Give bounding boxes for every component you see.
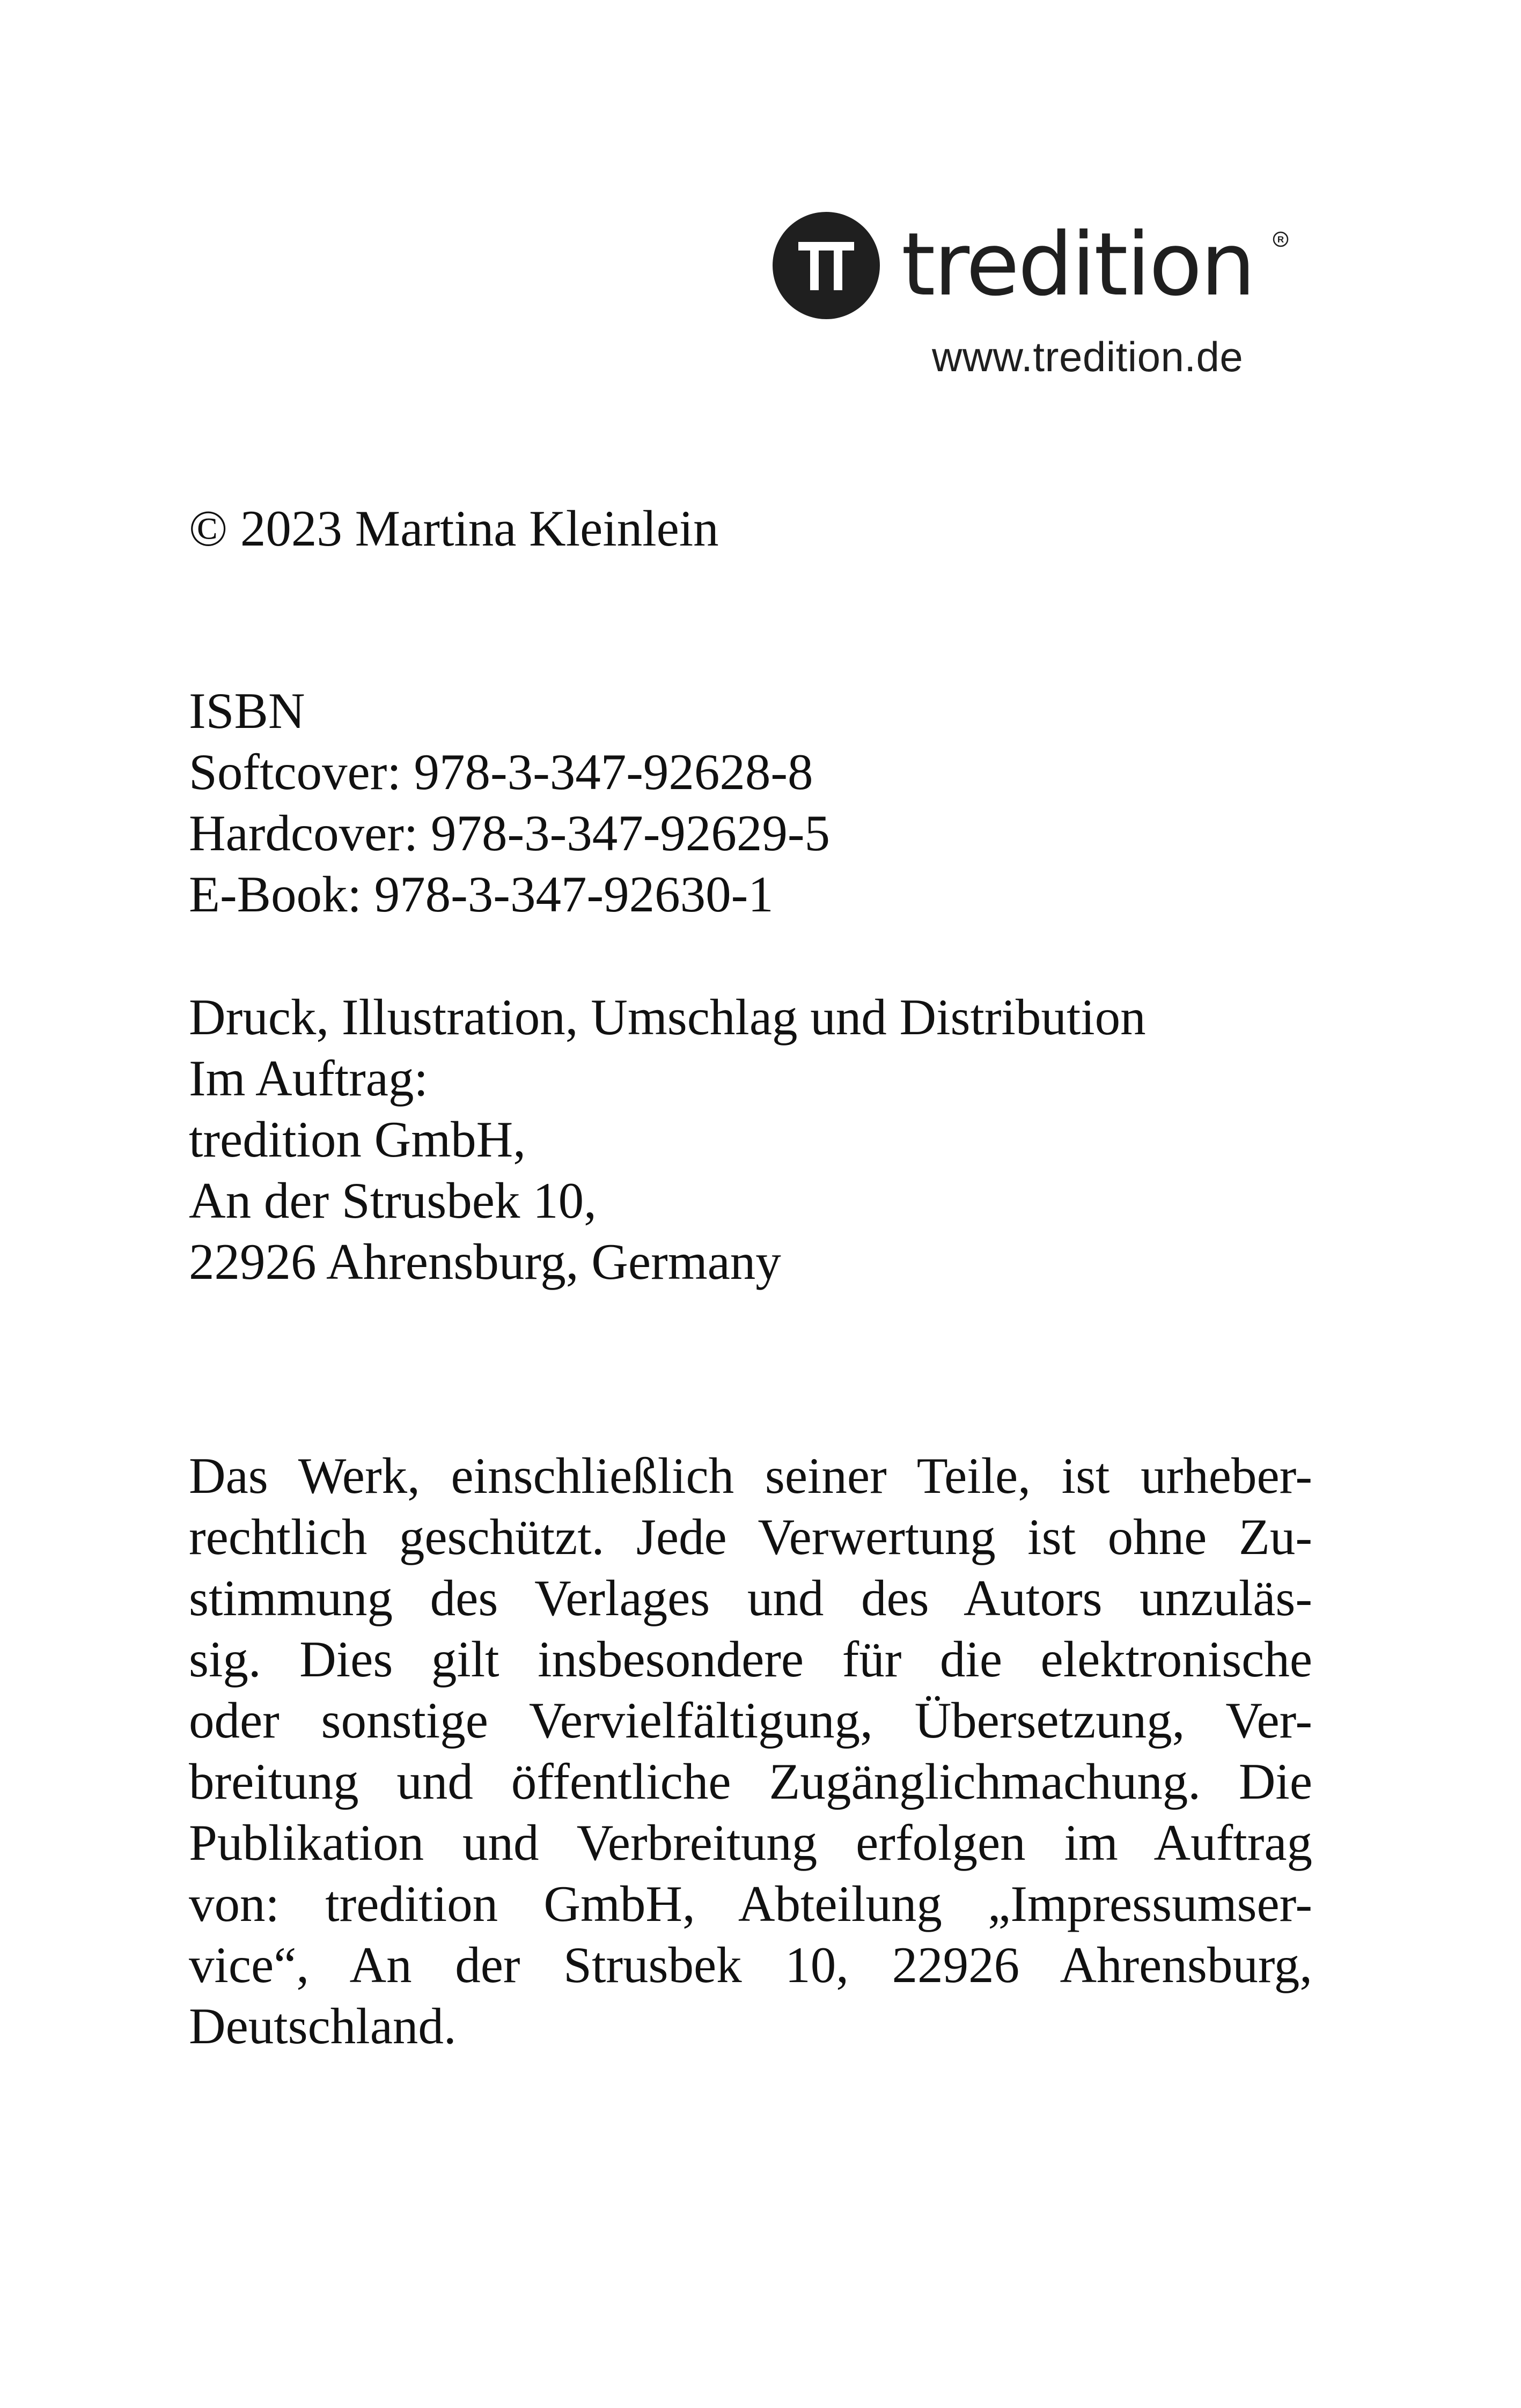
legal-line: Deutschland. [189,1998,457,2054]
legal-line: vice“, An der Strusbek 10, 22926 Ahrensburg, [189,1936,1312,1993]
legal-line: sig. Dies gilt insbesondere für die elektronische [189,1631,1312,1688]
isbn-heading: ISBN [189,682,305,739]
isbn-section [189,680,830,925]
isbn-ebook: E-Book: 978-3-347-92630-1 [189,866,774,923]
legal-line: von: tredition GmbH, Abteilung „Impressumser- [189,1875,1312,1932]
publisher-logo [773,212,1301,384]
production-line: 22926 Ahrensburg, Germany [189,1233,781,1290]
tredition-logo-icon [773,212,880,319]
production-line: tredition GmbH, [189,1111,526,1168]
logo-url: www.tredition.de [932,333,1244,380]
legal-line: oder sonstige Vervielfältigung, Übersetzung, Ver- [189,1692,1312,1749]
isbn-hardcover: Hardcover: 978-3-347-92629-5 [189,805,831,861]
copyright-line: © 2023 Martina Kleinlein [189,500,719,557]
legal-line: stimmung des Verlages und des Autors unzuläs- [189,1570,1312,1626]
svg-text:R: R [1277,234,1284,245]
legal-line: breitung und öffentliche Zugänglichmachung. Die [189,1753,1312,1810]
legal-line: rechtlich geschützt. Jede Verwertung ist ohne Zu- [189,1508,1312,1565]
production-line: An der Strusbek 10, [189,1172,597,1229]
legal-line: Das Werk, einschließlich seiner Teile, ist urheber- [189,1447,1312,1504]
production-line: Druck, Illustration, Umschlag und Distribution [189,989,1146,1045]
legal-notice [189,1445,1312,2057]
production-info [189,986,1146,1292]
production-line: Im Auftrag: [189,1050,428,1107]
legal-line: Publikation und Verbreitung erfolgen im Auftrag [189,1814,1312,1871]
registered-trademark-icon [1273,231,1289,247]
copyright-notice [189,498,719,559]
isbn-softcover: Softcover: 978-3-347-92628-8 [189,743,813,800]
logo-wordmark: tredition [901,215,1254,315]
